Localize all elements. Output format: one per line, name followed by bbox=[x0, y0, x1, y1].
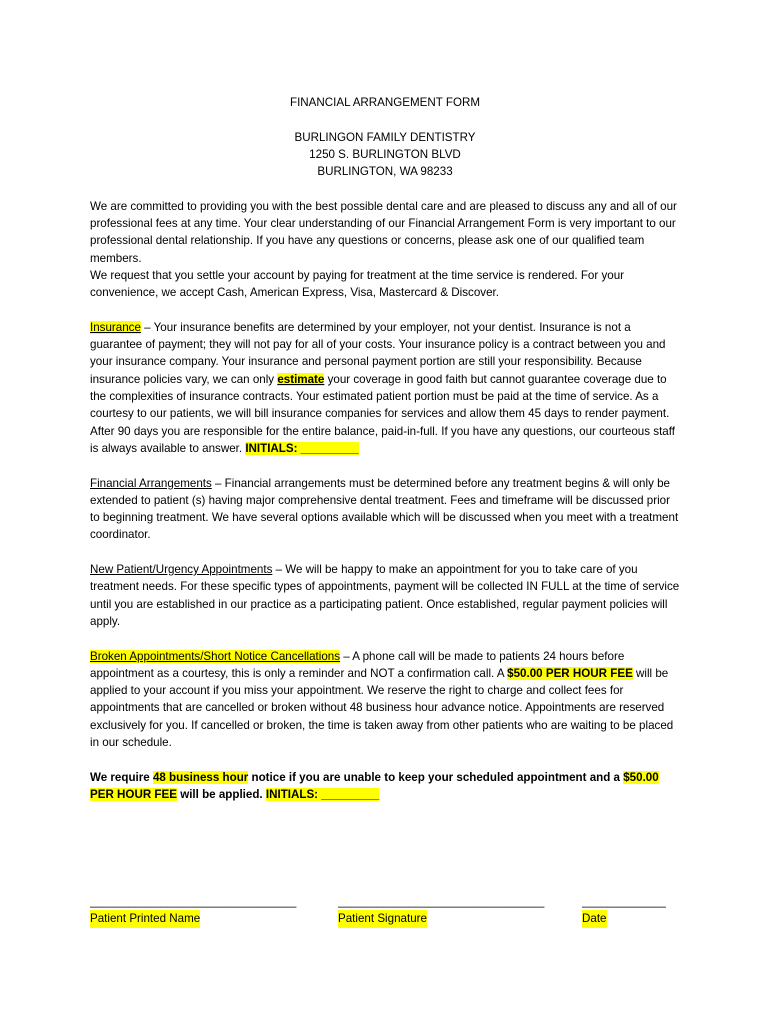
date-line[interactable]: _____________ bbox=[582, 895, 666, 908]
financial-section bbox=[90, 475, 680, 544]
insurance-text-a: – Your insurance benefits are determined by your employer, not your dentist. Insurance is not a guarantee of payment; they will not pay for all of your costs. Your insurance policy is a contract between you and your insurance company. Your insurance and personal payment portion are still your responsibility. Because insurance policies vary, we can only bbox=[90, 320, 666, 386]
broken-heading: Broken Appointments/Short Notice Cancellations bbox=[90, 649, 341, 663]
spacer bbox=[90, 630, 680, 647]
new-patient-section bbox=[90, 561, 680, 630]
payment-paragraph: We request that you settle your account by paying for treatment at the time service is rendered. For your convenience, we accept Cash, American Express, Visa, Mastercard & Discover. bbox=[90, 268, 625, 300]
practice-name: BURLINGON FAMILY DENTISTRY bbox=[294, 130, 476, 144]
insurance-heading: Insurance bbox=[90, 320, 141, 334]
notice-text-a: We require bbox=[90, 770, 153, 784]
financial-heading: Financial Arrangements bbox=[90, 476, 212, 490]
address-line-1: 1250 S. BURLINGTON BLVD bbox=[309, 147, 461, 161]
insurance-initials-field[interactable]: INITIALS: _________ bbox=[245, 441, 359, 455]
notice-hours-highlight: 48 business hour bbox=[152, 770, 249, 784]
financial-arrangement-form bbox=[90, 94, 680, 803]
signature-line[interactable]: ________________________________ bbox=[338, 895, 545, 908]
signature-block bbox=[338, 893, 578, 928]
insurance-text-b: your coverage in good faith but cannot guarantee coverage due to the complexities of insurance contracts. Your estimated patient portion must be paid at the time of service. As a courtesy to our patients, we will bill insurance companies for services and allow them 45 days to render payment. After 90 days you are responsible for the entire balance, paid-in-full. If you have any questions, our courteous staff is always available to answer. bbox=[90, 372, 675, 455]
date-block bbox=[582, 893, 680, 928]
date-label: Date bbox=[582, 910, 607, 927]
notice-text-c: will be applied. bbox=[176, 787, 266, 801]
spacer bbox=[90, 544, 680, 561]
broken-text-a: – A phone call will be made to patients 24 hours before appointment as a courtesy, this is only a reminder and NOT a confirmation call. A bbox=[90, 649, 625, 680]
printed-name-line[interactable]: ________________________________ bbox=[90, 895, 297, 908]
spacer bbox=[90, 751, 680, 768]
estimate-highlight: estimate bbox=[277, 372, 325, 386]
broken-fee-highlight: $50.00 PER HOUR FEE bbox=[507, 666, 633, 680]
broken-text-b: will be applied to your account if you miss your appointment. We reserve the right to charge and collect fees for appointments that are cancelled or broken without 48 business hour advance notice. Appointments are reserved exclusively for you. If cancelled or broken, the time is taken away from other patients who are waiting to be placed in our schedule. bbox=[90, 666, 674, 749]
notice-fee-highlight: $50.00 PER HOUR FEE bbox=[90, 770, 659, 801]
new-patient-text: – We will be happy to make an appointment for you to take care of you treatment needs. For these specific types of appointments, payment will be collected IN FULL at the time of service until you are established in our practice as a participating patient. Once established, regular payment policies will apply. bbox=[90, 563, 680, 628]
intro-paragraph: We are committed to providing you with the best possible dental care and are pleased to discuss any and all of our professional fees at any time. Your clear understanding of our Financial Arrangement Form is very important to our professional dental relationship. If you have any questions or concerns, please ask one of our qualified team members. bbox=[90, 199, 677, 265]
form-title: FINANCIAL ARRANGEMENT FORM bbox=[289, 96, 481, 109]
printed-name-label: Patient Printed Name bbox=[90, 910, 200, 927]
address-line-2: BURLINGTON, WA 98233 bbox=[317, 165, 453, 179]
printed-name-block bbox=[90, 893, 330, 928]
signature-label: Patient Signature bbox=[338, 910, 427, 927]
spacer bbox=[90, 457, 680, 474]
notice-text-b: notice if you are unable to keep your scheduled appointment and a bbox=[248, 770, 624, 784]
financial-text: – Financial arrangements must be determined before any treatment begins & will only be extended to patient (s) having major comprehensive dental treatment. Fees and timeframe will be discussed prior to beginning treatment. We have several options available which will be discussed when you meet with a treatment coordinator. bbox=[90, 476, 679, 542]
notice-initials-field[interactable]: INITIALS: _________ bbox=[265, 787, 380, 801]
spacer bbox=[90, 302, 680, 319]
broken-appointments-section bbox=[90, 648, 680, 752]
notice-section bbox=[90, 769, 680, 804]
spacer bbox=[90, 111, 680, 128]
new-patient-heading: New Patient/Urgency Appointments bbox=[90, 563, 273, 577]
spacer bbox=[90, 180, 680, 197]
insurance-section bbox=[90, 319, 680, 457]
